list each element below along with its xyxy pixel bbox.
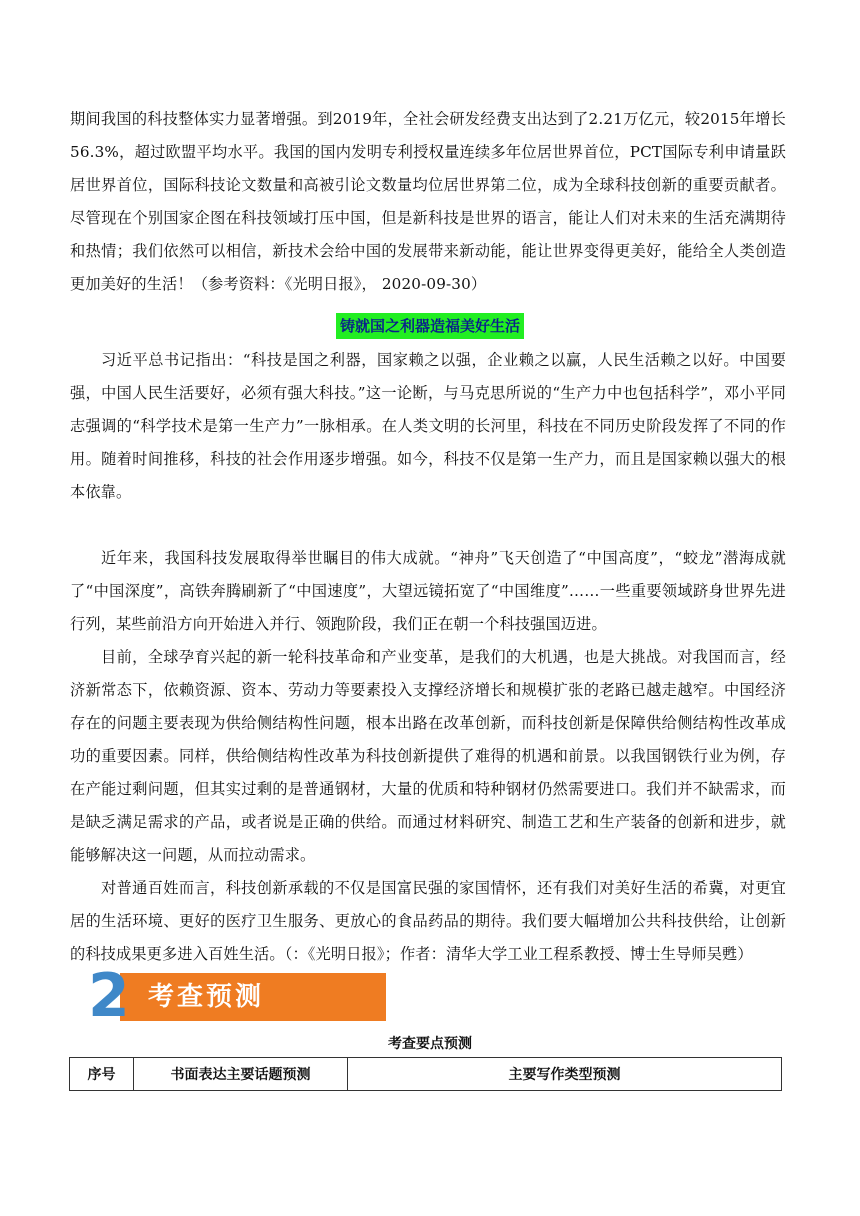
forecast-table xyxy=(69,1057,782,1091)
header-cell-topics: 书面表达主要话题预测 xyxy=(134,1058,348,1091)
paragraph-opportunity: 目前，全球孕育兴起的新一轮科技革命和产业变革，是我们的大机遇，也是大挑战。对我国而言，经济新常态下，依赖资源、资本、劳动力等要素投入支撑经济增长和规模扩张的老路已越走越窄。中国经济存在的问题主要表现为供给侧结构性问题，根本出路在改革创新，而科技创新是保障供给侧结构性改革成功的重要因素。同样，供给侧结构性改革为科技创新提供了难得的机遇和前景。以我国钢铁行业为例，存在产能过剩问题，但其实过剩的是普通钢材，大量的优质和特种钢材仍然需要进口。我们并不缺需求，而是缺乏满足需求的产品，或者说是正确的供给。而通过材料研究、制造工艺和生产装备的创新和进步，就能够解决这一问题，从而拉动需求。 xyxy=(70,648,786,864)
section-header xyxy=(88,961,328,1031)
header-cell-index: 序号 xyxy=(70,1058,134,1091)
article-heading: 铸就国之利器造福美好生活 xyxy=(336,313,524,339)
paragraph-tech-strength: 期间我国的科技整体实力显著增强。到2019年，全社会研发经费支出达到了2.21万亿元，较2015年增长56.3%，超过欧盟平均水平。我国的国内发明专利授权量连续多年位居世界首位，PCT国际专利申请量跃居世界首位，国际科技论文数量和高被引论文数量均位居世界第二位，成为全球科技创新的重要贡献者。尽管现在个别国家企图在科技领域打压中国，但是新科技是世界的语言，能让人们对未来的生活充满期待和热情；我们依然可以相信，新技术会给中国的发展带来新动能，能让世界变得更美好，能给全人类创造更加美好的生活！（参考资料：《光明日报》， 2020-09-30） xyxy=(70,110,786,293)
paragraph-xi-quote: 习近平总书记指出：“科技是国之利器，国家赖之以强，企业赖之以赢，人民生活赖之以好。中国要强，中国人民生活要好，必须有强大科技。”这一论断，与马克思所说的“生产力中也包括科学”，邓小平同志强调的“科学技术是第一生产力”一脉相承。在人类文明的长河里，科技在不同历史阶段发挥了不同的作用。随着时间推移，科技的社会作用逐步增强。如今，科技不仅是第一生产力，而且是国家赖以强大的根本依靠。 xyxy=(70,351,786,501)
section-number: 2 xyxy=(88,961,130,1031)
article-heading-wrap xyxy=(0,313,860,339)
header-cell-writing-types: 主要写作类型预测 xyxy=(348,1058,782,1091)
paragraph-achievements: 近年来，我国科技发展取得举世瞩目的伟大成就。“神舟”飞天创造了“中国高度”，“蛟龙”潜海成就了“中国深度”，高铁奔腾刷新了“中国速度”，大望远镜拓宽了“中国维度”……一些重要领域跻身世界先进行列，某些前沿方向开始进入并行、领跑阶段，我们正在朝一个科技强国迈进。 xyxy=(70,549,786,633)
table-header-row xyxy=(70,1058,782,1091)
table-caption: 考查要点预测 xyxy=(388,1036,472,1052)
paragraph-ordinary-people: 对普通百姓而言，科技创新承载的不仅是国富民强的家国情怀，还有我们对美好生活的希冀，对更宜居的生活环境、更好的医疗卫生服务、更放心的食品药品的期待。我们要大幅增加公共科技供给，让创新的科技成果更多进入百姓生活。（：《光明日报》；作者：清华大学工业工程系教授、博士生导师吴甦） xyxy=(70,879,786,963)
section-title: 考查预测 xyxy=(148,982,265,1012)
